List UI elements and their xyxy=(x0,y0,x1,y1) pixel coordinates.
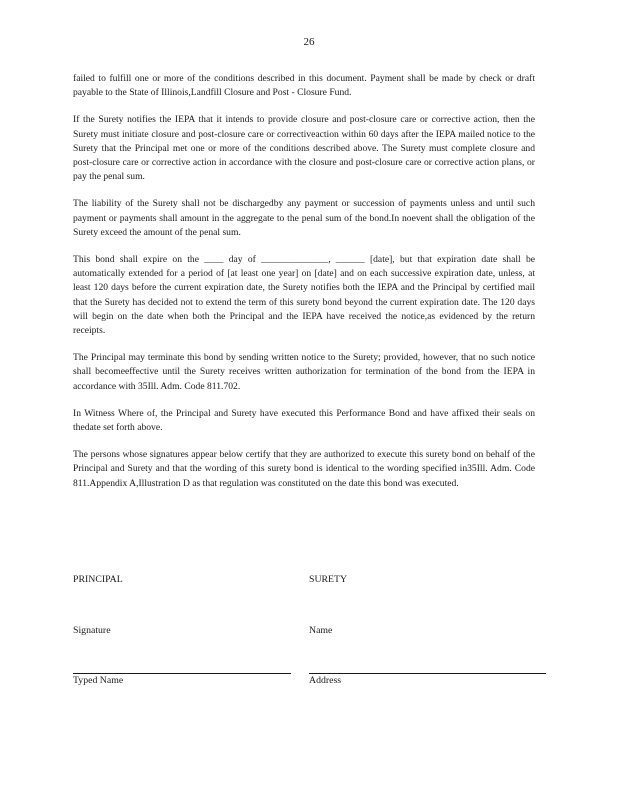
paragraph-surety-notice: If the Surety notifies the IEPA that it intends to provide closure and post-closure care or corrective action, then the Surety must initiate closure and post-closure care or correctiveaction within 60 days after the IEPA mailed notice to the Surety that the Principal met one or more of the conditions described above. The Surety must complete closure and post-closure care or corrective action in accordance with the closure and post-closure care or corrective action plans, or pay the penal sum. xyxy=(73,114,535,183)
typed-name-line xyxy=(73,673,291,674)
address-label: Address xyxy=(309,675,342,686)
paragraph-witness: In Witness Where of, the Principal and Surety have executed this Performance Bond and have affixed their seals on thedate set forth above. xyxy=(73,407,535,434)
address-line xyxy=(309,673,546,674)
paragraph-certification: The persons whose signatures appear below certify that they are authorized to execute this surety bond on behalf of the Principal and Surety and that the wording of this surety bond is identical to the wording specified in35Ill. Adm. Code 811.Appendix A,Illustration D as that regulation was constituted on the date this bond was executed. xyxy=(73,449,535,489)
surety-heading: SURETY xyxy=(309,574,348,585)
name-label: Name xyxy=(309,625,333,636)
page-number: 26 xyxy=(303,36,315,48)
paragraph-liability: The liability of the Surety shall not be dischargedby any payment or succession of payments unless and until such payment or payments shall amount in the aggregate to the penal sum of the bond.In noevent shall the obligation of the Surety exceed the amount of the penal sum. xyxy=(73,198,535,238)
bond-body xyxy=(73,72,535,504)
paragraph-payment: failed to fulfill one or more of the conditions described in this document. Payment shall be made by check or draft payable to the State of Illinois,Landfill Closure and Post - Closure Fund. xyxy=(73,73,535,99)
signature-label: Signature xyxy=(73,625,111,636)
paragraph-expiration: This bond shall expire on the ____ day of ______________, ______ [date], but that expiration date shall be automatically extended for a period of [at least one year] on [date] and on each successive expiration date, unless, at least 120 days before the current expiration date, the Surety notifies both the IEPA and the Principal by certified mail that the Surety has decided not to extend the term of this surety bond beyond the current expiration date. The 120 days will begin on the date when both the Principal and the IEPA have received the notice,as evidenced by the return receipts. xyxy=(73,254,535,337)
typed-name-label: Typed Name xyxy=(73,675,124,686)
paragraph-termination: The Principal may terminate this bond by sending written notice to the Surety; provided, however, that no such notice shall becomeeffective until the Surety receives written authorization for termination of the bond from the IEPA in accordance with 35Ill. Adm. Code 811.702. xyxy=(73,352,535,392)
principal-heading: PRINCIPAL xyxy=(73,574,123,585)
